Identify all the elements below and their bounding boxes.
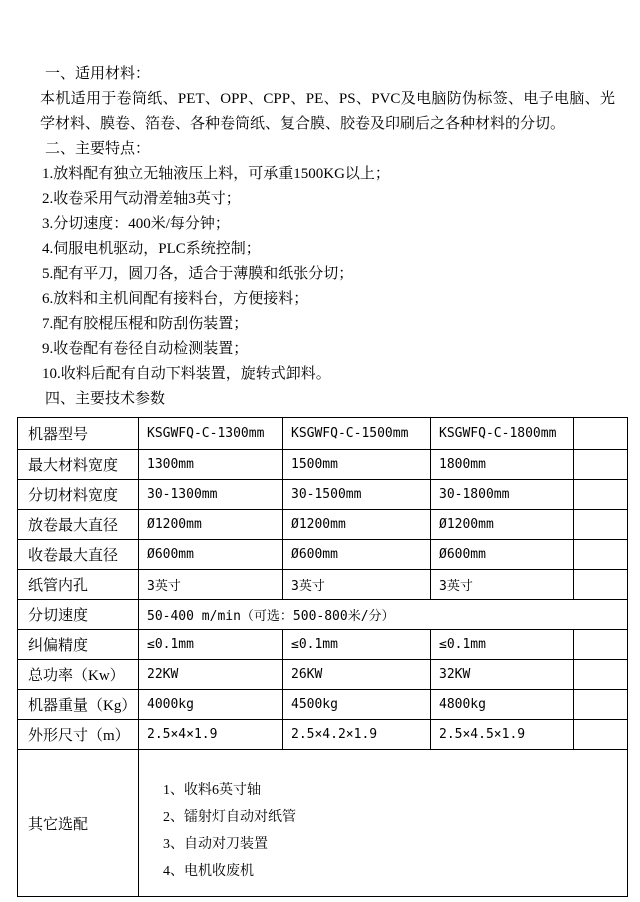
- feature-item: 6.放料和主机间配有接料台，方便接料；: [42, 291, 309, 307]
- row-value: 22KW: [139, 660, 283, 690]
- row-value: ≤0.1mm: [139, 630, 283, 660]
- row-value: 2.5×4.2×1.9: [283, 720, 431, 750]
- table-row-slit-width: [18, 480, 628, 510]
- row-value: KSGWFQ-C-1800mm: [431, 418, 574, 450]
- table-row-slit-speed: [18, 600, 628, 630]
- intro-section: [40, 62, 615, 412]
- row-value-span: 50-400 m/min（可选：500-800米/分）: [139, 600, 628, 630]
- row-value: 30-1300mm: [139, 480, 283, 510]
- table-row-core-bore: [18, 570, 628, 600]
- feature-item: 3.分切速度：400米/每分钟；: [42, 216, 230, 232]
- row-label: 放卷最大直径: [18, 510, 139, 540]
- row-value: 1500mm: [283, 450, 431, 480]
- row-value: Ø600mm: [283, 540, 431, 570]
- row-label: 分切速度: [18, 600, 139, 630]
- row-value: 3英寸: [139, 570, 283, 600]
- empty-cell: [574, 540, 628, 570]
- table-row-total-power: [18, 660, 628, 690]
- row-value: 32KW: [431, 660, 574, 690]
- row-value: KSGWFQ-C-1500mm: [283, 418, 431, 450]
- row-label: 机器重量（Kg）: [18, 690, 139, 720]
- row-value: 4800kg: [431, 690, 574, 720]
- row-value: 2.5×4.5×1.9: [431, 720, 574, 750]
- row-label: 分切材料宽度: [18, 480, 139, 510]
- empty-cell: [574, 570, 628, 600]
- row-label: 收卷最大直径: [18, 540, 139, 570]
- table-row-rewind-diameter: [18, 540, 628, 570]
- table-row-model: [18, 418, 628, 450]
- empty-cell: [574, 480, 628, 510]
- row-value: 1800mm: [431, 450, 574, 480]
- row-value: 3英寸: [431, 570, 574, 600]
- empty-cell: [574, 720, 628, 750]
- empty-cell: [574, 510, 628, 540]
- option-item: 1、收料6英寸轴: [163, 783, 261, 798]
- materials-paragraph: 本机适用于卷筒纸、PET、OPP、CPP、PE、PS、PVC及电脑防伪标签、电子电脑、光学材料、膜卷、箔卷、各种卷筒纸、复合膜、胶卷及印刷后之各种材料的分切。: [40, 91, 615, 132]
- empty-cell: [574, 450, 628, 480]
- row-value: Ø1200mm: [431, 510, 574, 540]
- table-row-deviation-accuracy: [18, 630, 628, 660]
- section-title-features: 二、主要特点：: [45, 141, 151, 157]
- empty-cell: [574, 418, 628, 450]
- options-cell: [139, 750, 628, 897]
- row-label: 最大材料宽度: [18, 450, 139, 480]
- empty-cell: [574, 630, 628, 660]
- table-row-unwind-diameter: [18, 510, 628, 540]
- row-value: ≤0.1mm: [431, 630, 574, 660]
- row-value: Ø600mm: [139, 540, 283, 570]
- row-value: ≤0.1mm: [283, 630, 431, 660]
- feature-item: 2.收卷采用气动滑差轴3英寸；: [42, 191, 241, 207]
- table-row-max-width: [18, 450, 628, 480]
- section-title-materials: 一、适用材料：: [45, 66, 151, 82]
- empty-cell: [574, 690, 628, 720]
- row-value: 30-1800mm: [431, 480, 574, 510]
- table-row-options: [18, 750, 628, 897]
- row-value: 1300mm: [139, 450, 283, 480]
- feature-item: 10.收料后配有自动下料装置，旋转式卸料。: [42, 366, 331, 382]
- option-item: 4、电机收废机: [163, 864, 254, 879]
- row-label: 机器型号: [18, 418, 139, 450]
- feature-item: 1.放料配有独立无轴液压上料，可承重1500KG以上；: [42, 166, 390, 182]
- row-value: 4500kg: [283, 690, 431, 720]
- option-item: 3、自动对刀装置: [163, 837, 268, 852]
- row-value: 3英寸: [283, 570, 431, 600]
- table-row-dimensions: [18, 720, 628, 750]
- feature-item: 7.配有胶棍压棍和防刮伤装置；: [42, 316, 249, 332]
- row-label: 纠偏精度: [18, 630, 139, 660]
- row-value: 4000kg: [139, 690, 283, 720]
- row-label: 外形尺寸（m）: [18, 720, 139, 750]
- spec-table: [17, 417, 628, 897]
- table-row-machine-weight: [18, 690, 628, 720]
- row-value: Ø600mm: [431, 540, 574, 570]
- row-value: Ø1200mm: [139, 510, 283, 540]
- row-label: 纸管内孔: [18, 570, 139, 600]
- row-value: 2.5×4×1.9: [139, 720, 283, 750]
- feature-item: 4.伺服电机驱动，PLC系统控制；: [42, 241, 261, 257]
- row-value: KSGWFQ-C-1300mm: [139, 418, 283, 450]
- option-item: 2、镭射灯自动对纸管: [163, 810, 296, 825]
- section-title-parameters: 四、主要技术参数: [45, 391, 166, 407]
- row-value: 26KW: [283, 660, 431, 690]
- row-label: 其它选配: [18, 750, 139, 897]
- feature-item: 5.配有平刀，圆刀各，适合于薄膜和纸张分切；: [42, 266, 354, 282]
- empty-cell: [574, 660, 628, 690]
- row-value: 30-1500mm: [283, 480, 431, 510]
- row-label: 总功率（Kw）: [18, 660, 139, 690]
- row-value: Ø1200mm: [283, 510, 431, 540]
- feature-item: 9.收卷配有卷径自动检测装置；: [42, 341, 249, 357]
